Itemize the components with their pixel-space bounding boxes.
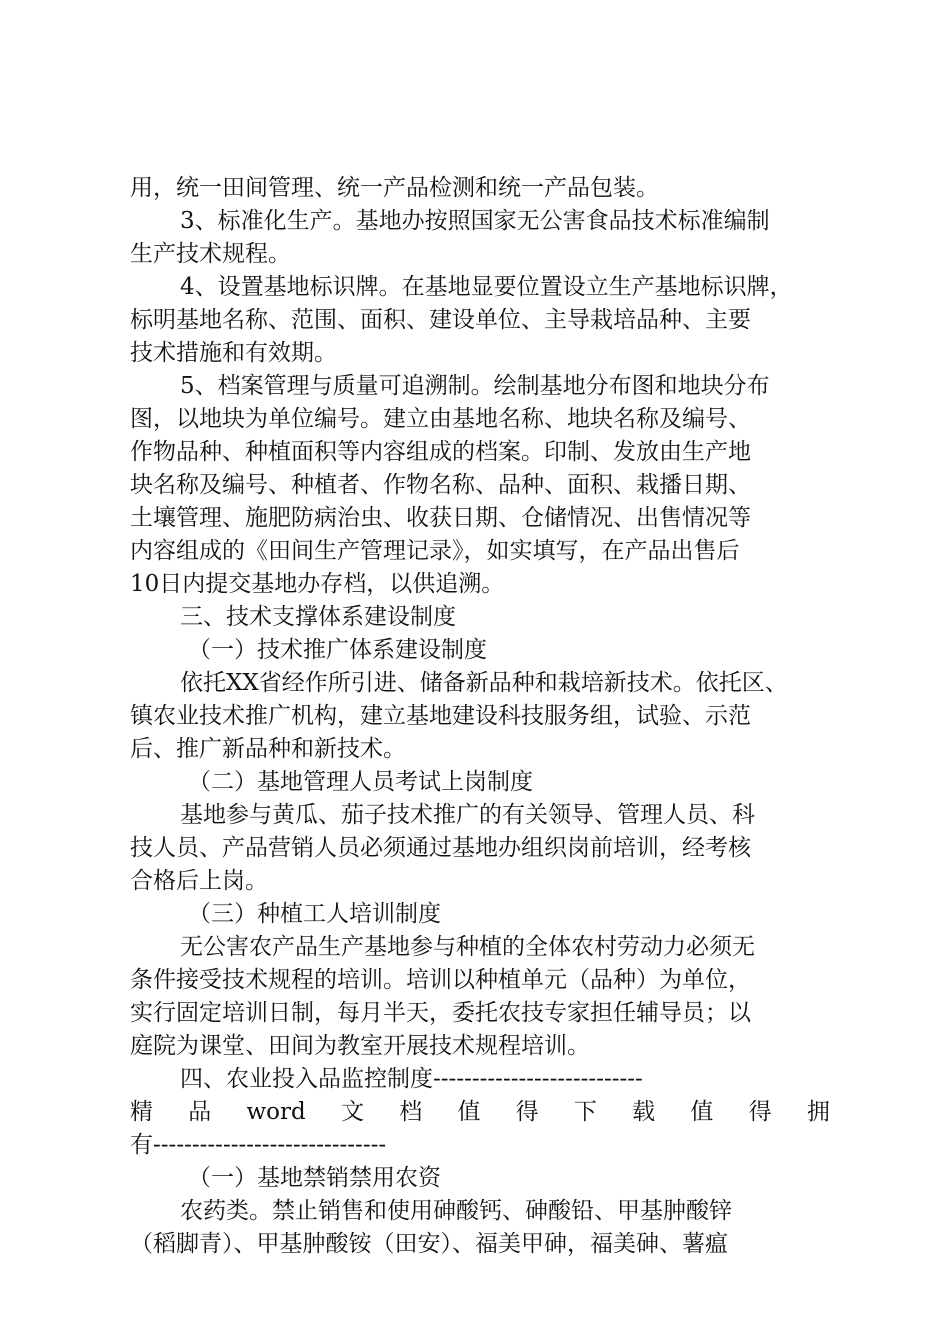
text-line: 5、档案管理与质量可追溯制。绘制基地分布图和地块分布 <box>180 373 770 399</box>
text-line: 条件接受技术规程的培训。培训以种植单元（品种）为单位， <box>130 967 751 993</box>
text-line: 生产技术规程。 <box>130 241 291 267</box>
text-line: 标明基地名称、范围、面积、建设单位、主导栽培品种、主要 <box>130 307 751 333</box>
text-line: （稻脚青）、甲基肿酸铵（田安）、福美甲砷，福美砷、薯瘟 <box>130 1231 728 1257</box>
text-line: 块名称及编号、种植者、作物名称、品种、面积、栽播日期、 <box>130 472 751 498</box>
text-line: 合格后上岗。 <box>130 868 268 894</box>
watermark-word: 值 <box>690 1099 714 1125</box>
text-line: 基地参与黄瓜、茄子技术推广的有关领导、管理人员、科 <box>180 802 755 828</box>
text-line: 作物品种、种植面积等内容组成的档案。印制、发放由生产地 <box>130 439 751 465</box>
text-line: 10日内提交基地办存档，以供追溯。 <box>130 571 505 597</box>
text-line: 农药类。禁止销售和使用砷酸钙、砷酸铅、甲基肿酸锌 <box>180 1198 732 1224</box>
text-line: 内容组成的《田间生产管理记录》，如实填写，在产品出售后 <box>130 538 740 564</box>
text-line: 技术措施和有效期。 <box>130 340 337 366</box>
watermark-word: 值 <box>457 1099 481 1125</box>
watermark-word: word <box>246 1099 306 1125</box>
watermark-word: 拥 <box>806 1099 830 1125</box>
text-line: 用，统一田间管理、统一产品检测和统一产品包装。 <box>130 175 659 201</box>
watermark-word: 得 <box>515 1099 539 1125</box>
section-heading: 四、农业投入品监控制度--------------------------- <box>180 1066 643 1092</box>
text-line: 镇农业技术推广机构，建立基地建设科技服务组，试验、示范 <box>130 703 751 729</box>
text-line: 4、设置基地标识牌。在基地显要位置设立生产基地标识牌， <box>180 274 793 300</box>
text-line: 3、标准化生产。基地办按照国家无公害食品技术标准编制 <box>180 208 770 234</box>
watermark-word: 档 <box>399 1099 423 1125</box>
watermark-word: 文 <box>340 1099 364 1125</box>
subsection-heading: （三）种植工人培训制度 <box>188 901 441 927</box>
text-line: 庭院为课堂、田间为教室开展技术规程培训。 <box>130 1033 590 1059</box>
watermark-word: 载 <box>632 1099 656 1125</box>
text-line: 无公害农产品生产基地参与种植的全体农村劳动力必须无 <box>180 934 755 960</box>
subsection-heading: （一）基地禁销禁用农资 <box>188 1165 441 1191</box>
text-line: 有------------------------------ <box>130 1132 387 1158</box>
watermark-word: 品 <box>188 1099 212 1125</box>
watermark-word: 精 <box>130 1099 153 1125</box>
text-line: 实行固定培训日制，每月半天，委托农技专家担任辅导员；以 <box>130 1000 751 1026</box>
text-line: 图，以地块为单位编号。建立由基地名称、地块名称及编号、 <box>130 406 751 432</box>
subsection-heading: （一）技术推广体系建设制度 <box>188 637 487 663</box>
watermark-word: 下 <box>573 1099 597 1125</box>
watermark-line <box>130 1096 830 1129</box>
document-body <box>130 172 830 1261</box>
subsection-heading: （二）基地管理人员考试上岗制度 <box>188 769 533 795</box>
text-line: 后、推广新品种和新技术。 <box>130 736 406 762</box>
text-line: 土壤管理、施肥防病治虫、收获日期、仓储情况、出售情况等 <box>130 505 751 531</box>
watermark-word: 得 <box>748 1099 772 1125</box>
text-line: 依托XX省经作所引进、储备新品种和栽培新技术。依托区、 <box>180 670 788 696</box>
section-heading: 三、技术支撑体系建设制度 <box>180 604 456 630</box>
text-line: 技人员、产品营销人员必须通过基地办组织岗前培训，经考核 <box>130 835 751 861</box>
